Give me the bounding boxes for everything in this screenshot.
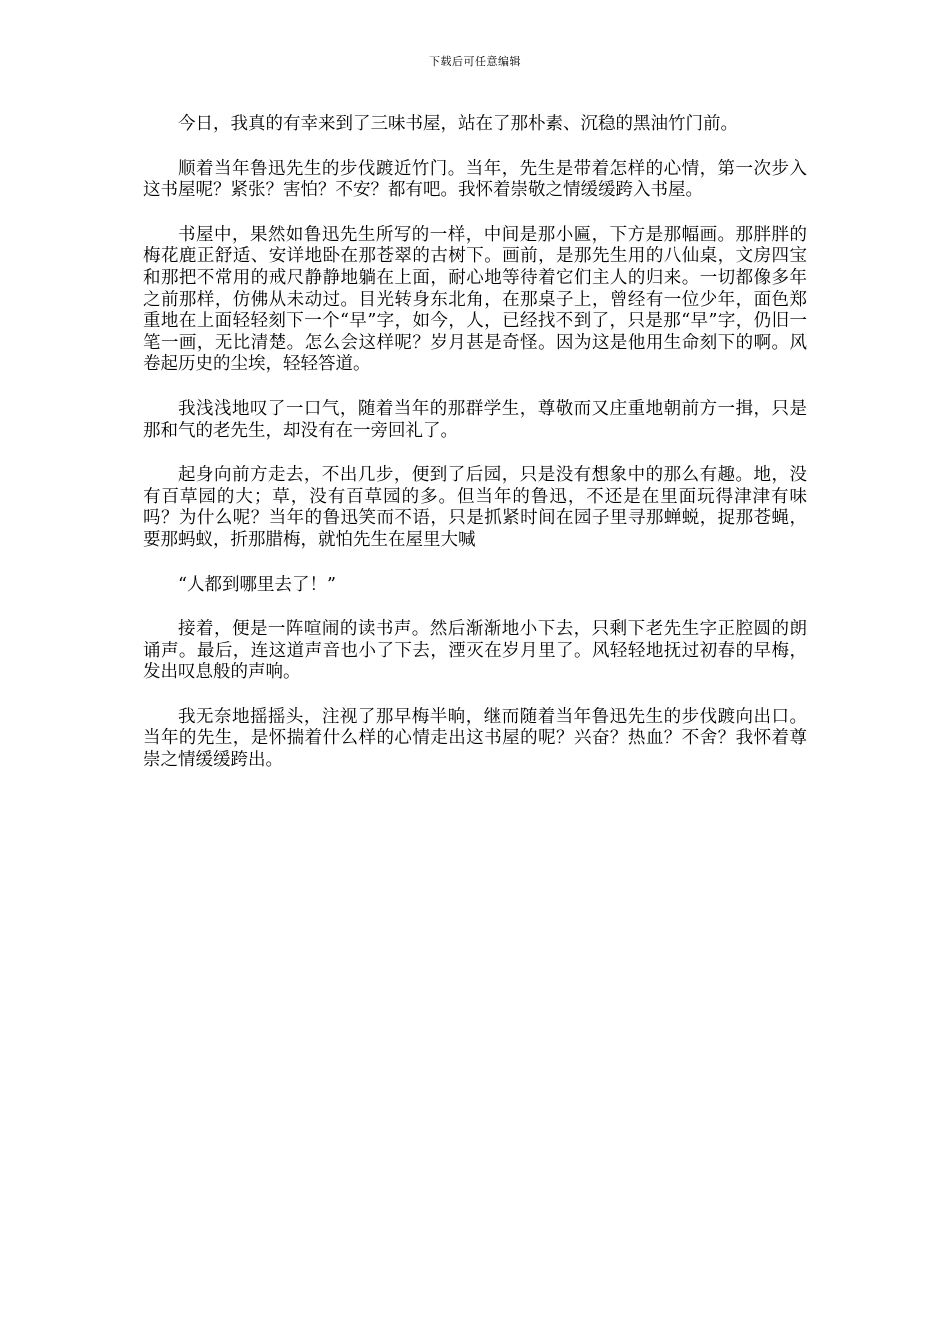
page-header: 下载后可任意编辑: [429, 55, 521, 68]
paragraph-1: 今日，我真的有幸来到了三味书屋，站在了那朴素、沉稳的黑油竹门前。: [178, 114, 738, 134]
paragraph-8: 我无奈地摇摇头，注视了那早梅半晌，继而随着当年鲁迅先生的步伐踱向出口。当年的先生，是怀揣着什么样的心情走出这书屋的呢？兴奋？热血？不舍？我怀着尊崇之情缓缓跨出。: [143, 706, 807, 771]
paragraph-2: 顺着当年鲁迅先生的步伐踱近竹门。当年，先生是带着怎样的心情，第一次步入这书屋呢？紧张？害怕？不安？都有吧。我怀着崇敬之情缓缓跨入书屋。: [143, 158, 807, 201]
paragraph-6: “人都到哪里去了！”: [178, 574, 336, 595]
paragraph-7: 接着，便是一阵喧闹的读书声。然后渐渐地小下去，只剩下老先生字正腔圆的朗诵声。最后，连这道声音也小了下去，湮灭在岁月里了。风轻轻地抚过初春的早梅，发出叹息般的声响。: [143, 619, 807, 683]
document-body: [143, 114, 807, 795]
paragraph-4: 我浅浅地叹了一口气，随着当年的那群学生，尊敬而又庄重地朝前方一揖，只是那和气的老先生，却没有在一旁回礼了。: [143, 398, 807, 441]
paragraph-5: 起身向前方走去，不出几步，便到了后园，只是没有想象中的那么有趣。地，没有百草园的大；草，没有百草园的多。但当年的鲁迅，不还是在里面玩得津津有味吗？为什么呢？当年的鲁迅笑而不语，只是抓紧时间在园子里寻那蝉蜕，捉那苍蝇，要那蚂蚁，折那腊梅，就怕先生在屋里大喊: [143, 465, 807, 550]
paragraph-3: 书屋中，果然如鲁迅先生所写的一样，中间是那小匾，下方是那幅画。那胖胖的梅花鹿正舒适、安详地卧在那苍翠的古树下。画前，是那先生用的八仙桌，文房四宝和那把不常用的戒尺静静地躺在上面，耐心地等待着它们主人的归来。一切都像多年之前那样，仿佛从未动过。目光转身东北角，在那桌子上，曾经有一位少年，面色郑重地在上面轻轻刻下一个“早”字，如今，人，已经找不到了，只是那“早”字，仍旧一笔一画，无比清楚。怎么会这样呢？岁月甚是奇怪。因为这是他用生命刻下的啊。风卷起历史的尘埃，轻轻答道。: [143, 224, 807, 375]
